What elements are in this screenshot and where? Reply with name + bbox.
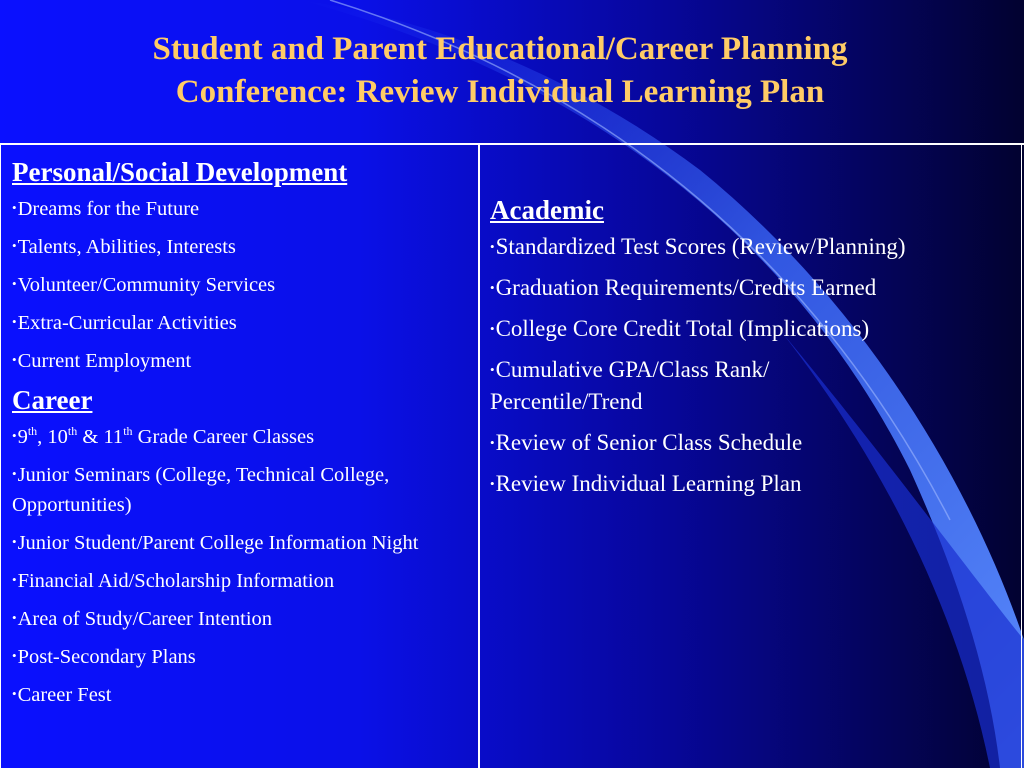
grade-9: 9 bbox=[17, 426, 28, 448]
bullet: • bbox=[490, 321, 495, 336]
bullet: • bbox=[490, 435, 495, 450]
content-table bbox=[0, 145, 1022, 768]
item-text: Review Individual Learning Plan bbox=[495, 471, 802, 496]
slide-title bbox=[0, 28, 1000, 114]
bullet: • bbox=[12, 276, 17, 291]
title-line-2: Conference: Review Individual Learning Plan bbox=[175, 74, 825, 110]
bullet: • bbox=[12, 572, 17, 587]
item-text: Post-Secondary Plans bbox=[17, 646, 196, 668]
bullet: • bbox=[12, 352, 17, 367]
list-item bbox=[12, 565, 472, 596]
list-item bbox=[12, 307, 472, 338]
list-item bbox=[490, 313, 1015, 345]
list-item bbox=[12, 679, 472, 710]
academic-heading: Academic bbox=[490, 195, 604, 225]
bullet: • bbox=[12, 534, 17, 549]
item-text: Financial Aid/Scholarship Information bbox=[17, 570, 335, 592]
grade-9-suffix: th bbox=[27, 424, 38, 438]
bullet: • bbox=[490, 239, 495, 254]
bullet: • bbox=[12, 686, 17, 701]
bullet: • bbox=[490, 280, 495, 295]
item-text: Standardized Test Scores (Review/Planning) bbox=[495, 234, 906, 259]
list-item bbox=[490, 427, 1015, 459]
right-column bbox=[490, 193, 1015, 509]
list-item bbox=[490, 231, 1015, 263]
item-text: Junior Seminars (College, Technical College, Opportunities) bbox=[12, 464, 390, 516]
list-item bbox=[490, 354, 850, 418]
item-text: Area of Study/Career Intention bbox=[17, 608, 273, 630]
item-text: Graduation Requirements/Credits Earned bbox=[495, 275, 877, 300]
list-item bbox=[490, 272, 1015, 304]
list-item bbox=[12, 193, 472, 224]
list-item bbox=[490, 468, 1015, 500]
list-item bbox=[12, 231, 472, 262]
item-text: College Core Credit Total (Implications) bbox=[495, 316, 870, 341]
item-text: Current Employment bbox=[17, 350, 192, 372]
item-text: Junior Student/Parent College Information Night bbox=[17, 532, 419, 554]
bullet: • bbox=[12, 648, 17, 663]
grade-10: , 10 bbox=[37, 426, 68, 448]
career-heading: Career bbox=[12, 385, 93, 415]
career-classes-text: Grade Career Classes bbox=[132, 426, 315, 448]
list-item bbox=[12, 603, 472, 634]
bullet: • bbox=[12, 238, 17, 253]
item-text: Extra-Curricular Activities bbox=[17, 312, 237, 334]
bullet: • bbox=[490, 362, 495, 377]
item-text: Dreams for the Future bbox=[17, 198, 200, 220]
bullet: • bbox=[490, 476, 495, 491]
list-item bbox=[12, 269, 472, 300]
left-column bbox=[12, 155, 472, 717]
list-item bbox=[12, 459, 472, 520]
list-item bbox=[12, 345, 472, 376]
item-text: Volunteer/Community Services bbox=[17, 274, 276, 296]
item-text: Cumulative GPA/Class Rank/ Percentile/Trend bbox=[490, 357, 770, 414]
grade-10-suffix: th bbox=[67, 424, 78, 438]
bullet: • bbox=[12, 466, 17, 481]
bullet: • bbox=[12, 428, 17, 443]
personal-social-heading: Personal/Social Development bbox=[12, 157, 348, 187]
item-text: Review of Senior Class Schedule bbox=[495, 430, 803, 455]
list-item-career-classes bbox=[12, 421, 472, 452]
item-text: Talents, Abilities, Interests bbox=[17, 236, 236, 258]
column-divider bbox=[478, 145, 480, 768]
grade-11: & 11 bbox=[77, 426, 124, 448]
list-item bbox=[12, 641, 472, 672]
grade-11-suffix: th bbox=[123, 424, 133, 438]
list-item bbox=[12, 527, 472, 558]
bullet: • bbox=[12, 610, 17, 625]
item-text: Career Fest bbox=[17, 684, 112, 706]
title-line-1: Student and Parent Educational/Career Planning bbox=[152, 31, 848, 67]
bullet: • bbox=[12, 314, 17, 329]
bullet: • bbox=[12, 200, 17, 215]
